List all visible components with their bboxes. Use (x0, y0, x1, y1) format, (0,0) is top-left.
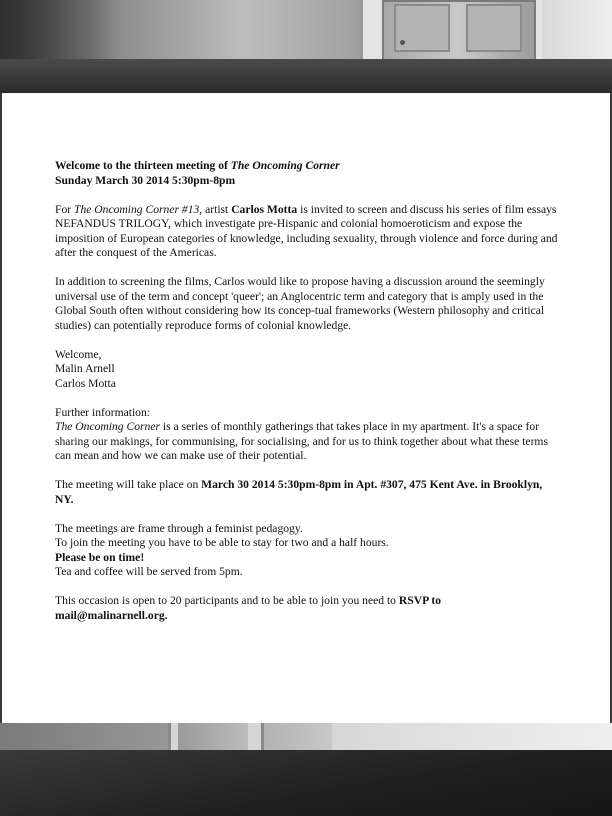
welcome-title: The Oncoming Corner (230, 159, 340, 172)
series-reference: The Oncoming Corner #13 (74, 202, 200, 216)
artist-name: Carlos Motta (231, 202, 298, 216)
rsvp-email: mail@malinarnell.org. (55, 608, 168, 622)
location-details: March 30 2014 5:30pm-8pm in Apt. #307, 475 Kent Ave. in Brooklyn, NY. (55, 478, 543, 506)
floor (0, 750, 612, 816)
rsvp-label: RSVP to (398, 594, 442, 607)
location-paragraph (55, 478, 560, 507)
rules-block (55, 522, 560, 580)
further-information (55, 406, 560, 464)
intro-rest: is invited to screen and discuss his series of film essays NEFANDUS TRILOGY, which investigate pre-Hispanic and colonial homoeroticism and expose the imposition of European categories of knowledge, including sexuality, through violence and force during and after the conquest of the Americas. (55, 202, 558, 259)
intro-for: For (55, 202, 75, 216)
door-knob (400, 40, 405, 45)
invitation-sheet (2, 93, 610, 723)
be-on-time-notice: Please be on time! (55, 550, 145, 564)
door-panel (466, 4, 522, 52)
further-text: is a series of monthly gatherings that takes place in my apartment. It's a space for sharing our makings, for communising, for socialising, and for us to think together about what these terms can mean and how we can make use of their potential. (55, 420, 548, 462)
bottom-photograph (0, 723, 612, 816)
rsvp-paragraph (55, 594, 560, 623)
rules-line: Tea and coffee will be served from 5pm. (55, 565, 243, 578)
discussion-paragraph: In addition to screening the films, Carlos would like to propose having a discussion around the seemingly universal use of the term and concept 'queer'; an Anglocentric term and category that is amply used in the Global South often without considering how its concep-tual frameworks (Western philosophy and critical studies) can potentially reproduce forms of colonial knowledge. (55, 275, 545, 332)
top-photograph (0, 0, 612, 93)
intro-paragraph (55, 203, 560, 261)
rules-line: The meetings are frame through a feminist pedagogy. (55, 521, 303, 535)
rules-line: To join the meeting you have to be able to stay for two and a half hours. (55, 536, 389, 549)
welcome-prefix: Welcome to the thirteen meeting of (55, 159, 231, 172)
signoff-name: Malin Arnell (55, 362, 115, 375)
further-title: The Oncoming Corner (55, 420, 160, 433)
intro-artist-prefix: , artist (199, 202, 232, 216)
location-prefix: The meeting will take place on (55, 478, 202, 491)
header-block (55, 159, 560, 188)
floor (0, 59, 612, 93)
date-line: Sunday March 30 2014 5:30pm-8pm (55, 173, 236, 187)
invitation-text (55, 159, 560, 638)
signoff-name: Carlos Motta (55, 376, 116, 390)
signoff-block (55, 348, 560, 392)
further-heading: Further information: (55, 405, 150, 419)
signoff-greeting: Welcome, (55, 347, 102, 361)
rsvp-prefix: This occasion is open to 20 participants and to be able to join you need to (55, 594, 399, 607)
